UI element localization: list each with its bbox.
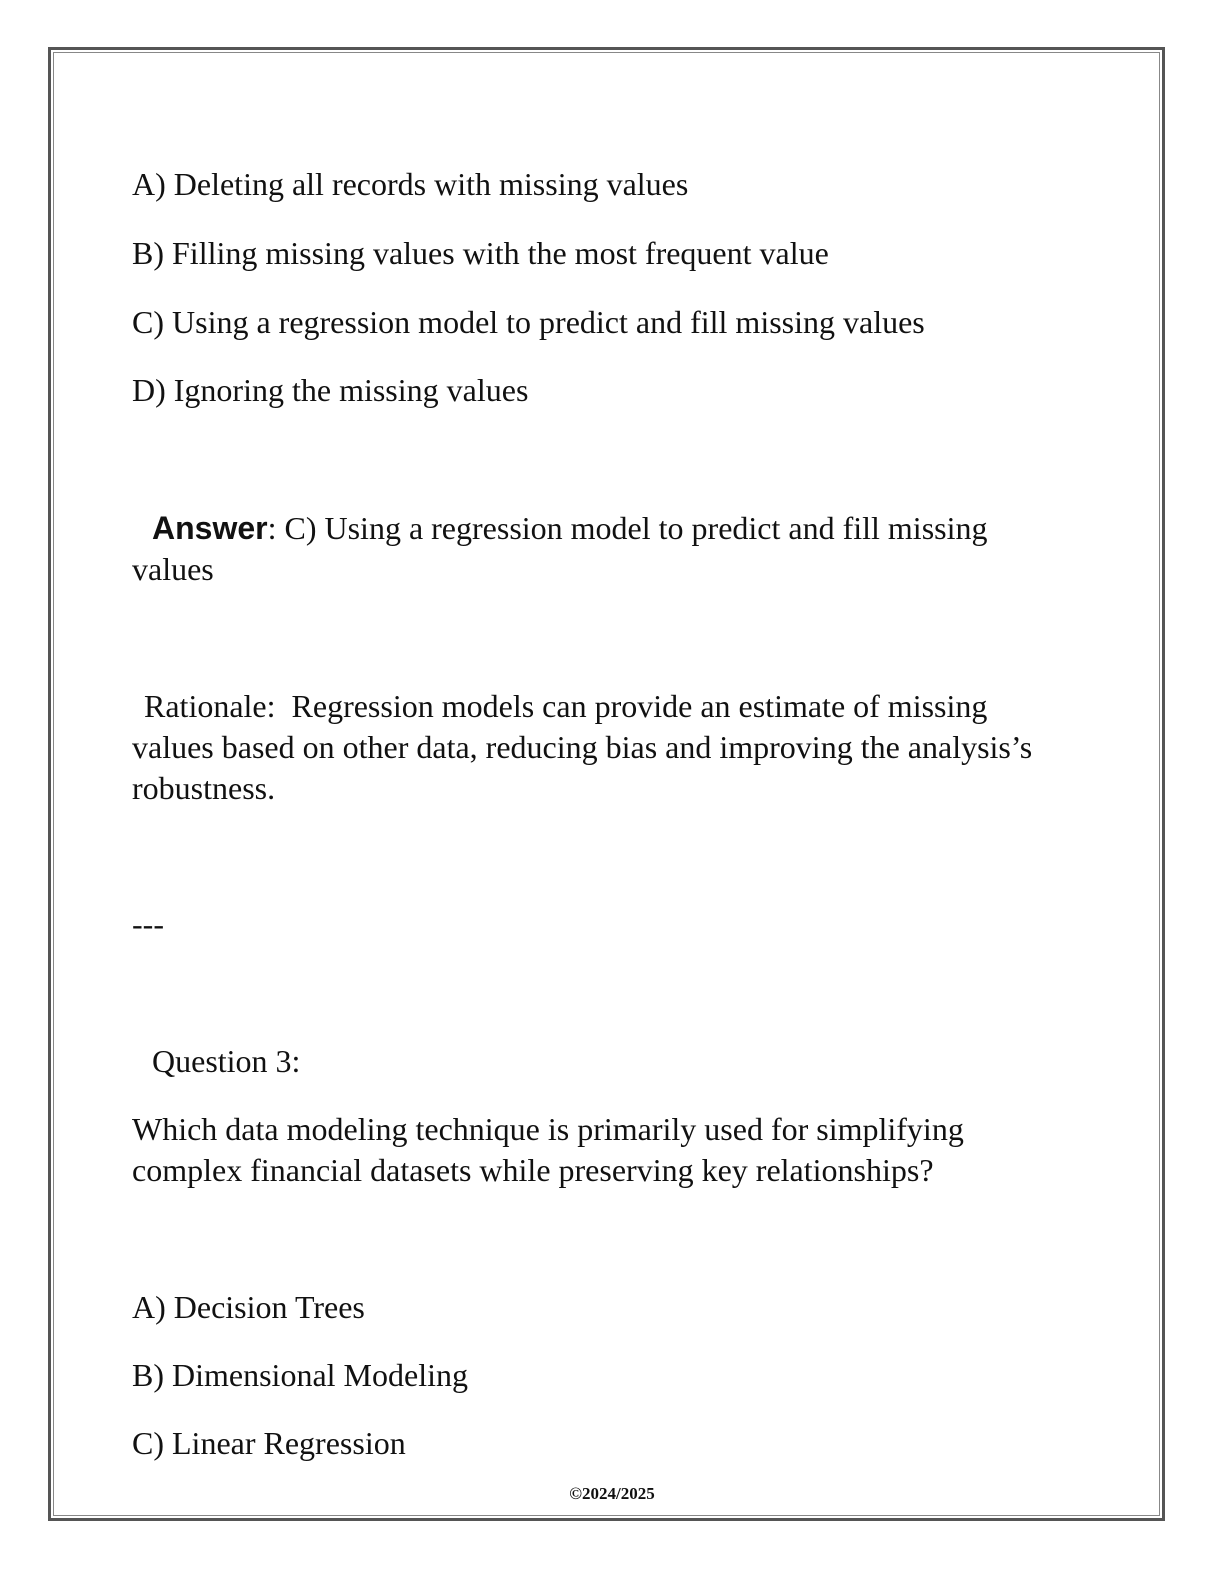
option-c-top: C) Using a regression model to predict and fill missing values [132,304,925,340]
divider: --- [132,906,164,942]
rationale-block [132,686,1072,809]
question-text: Which data modeling technique is primarily used for simplifying complex financial datasets while preserving key relationships? [132,1111,964,1188]
answer-block [132,508,1072,590]
option-a-bottom: A) Decision Trees [132,1289,365,1325]
rationale-label: Rationale: [144,688,276,724]
option-a-top: A) Deleting all records with missing values [132,166,689,202]
answer-text: C) Using a regression model to predict and fill missing values [132,510,988,587]
option-c-bottom: C) Linear Regression [132,1425,406,1461]
answer-separator: : [267,510,285,546]
option-b-top: B) Filling missing values with the most frequent value [132,235,829,271]
question-title: Question 3: [152,1043,301,1079]
option-b-bottom: B) Dimensional Modeling [132,1357,468,1393]
rationale-text: Regression models can provide an estimate of missing values based on other data, reducing bias and improving the analysis’s robustness. [132,688,1033,806]
option-d-top: D) Ignoring the missing values [132,372,529,408]
answer-label: Answer [152,510,268,546]
footer-copyright: ©2024/2025 [569,1484,655,1503]
